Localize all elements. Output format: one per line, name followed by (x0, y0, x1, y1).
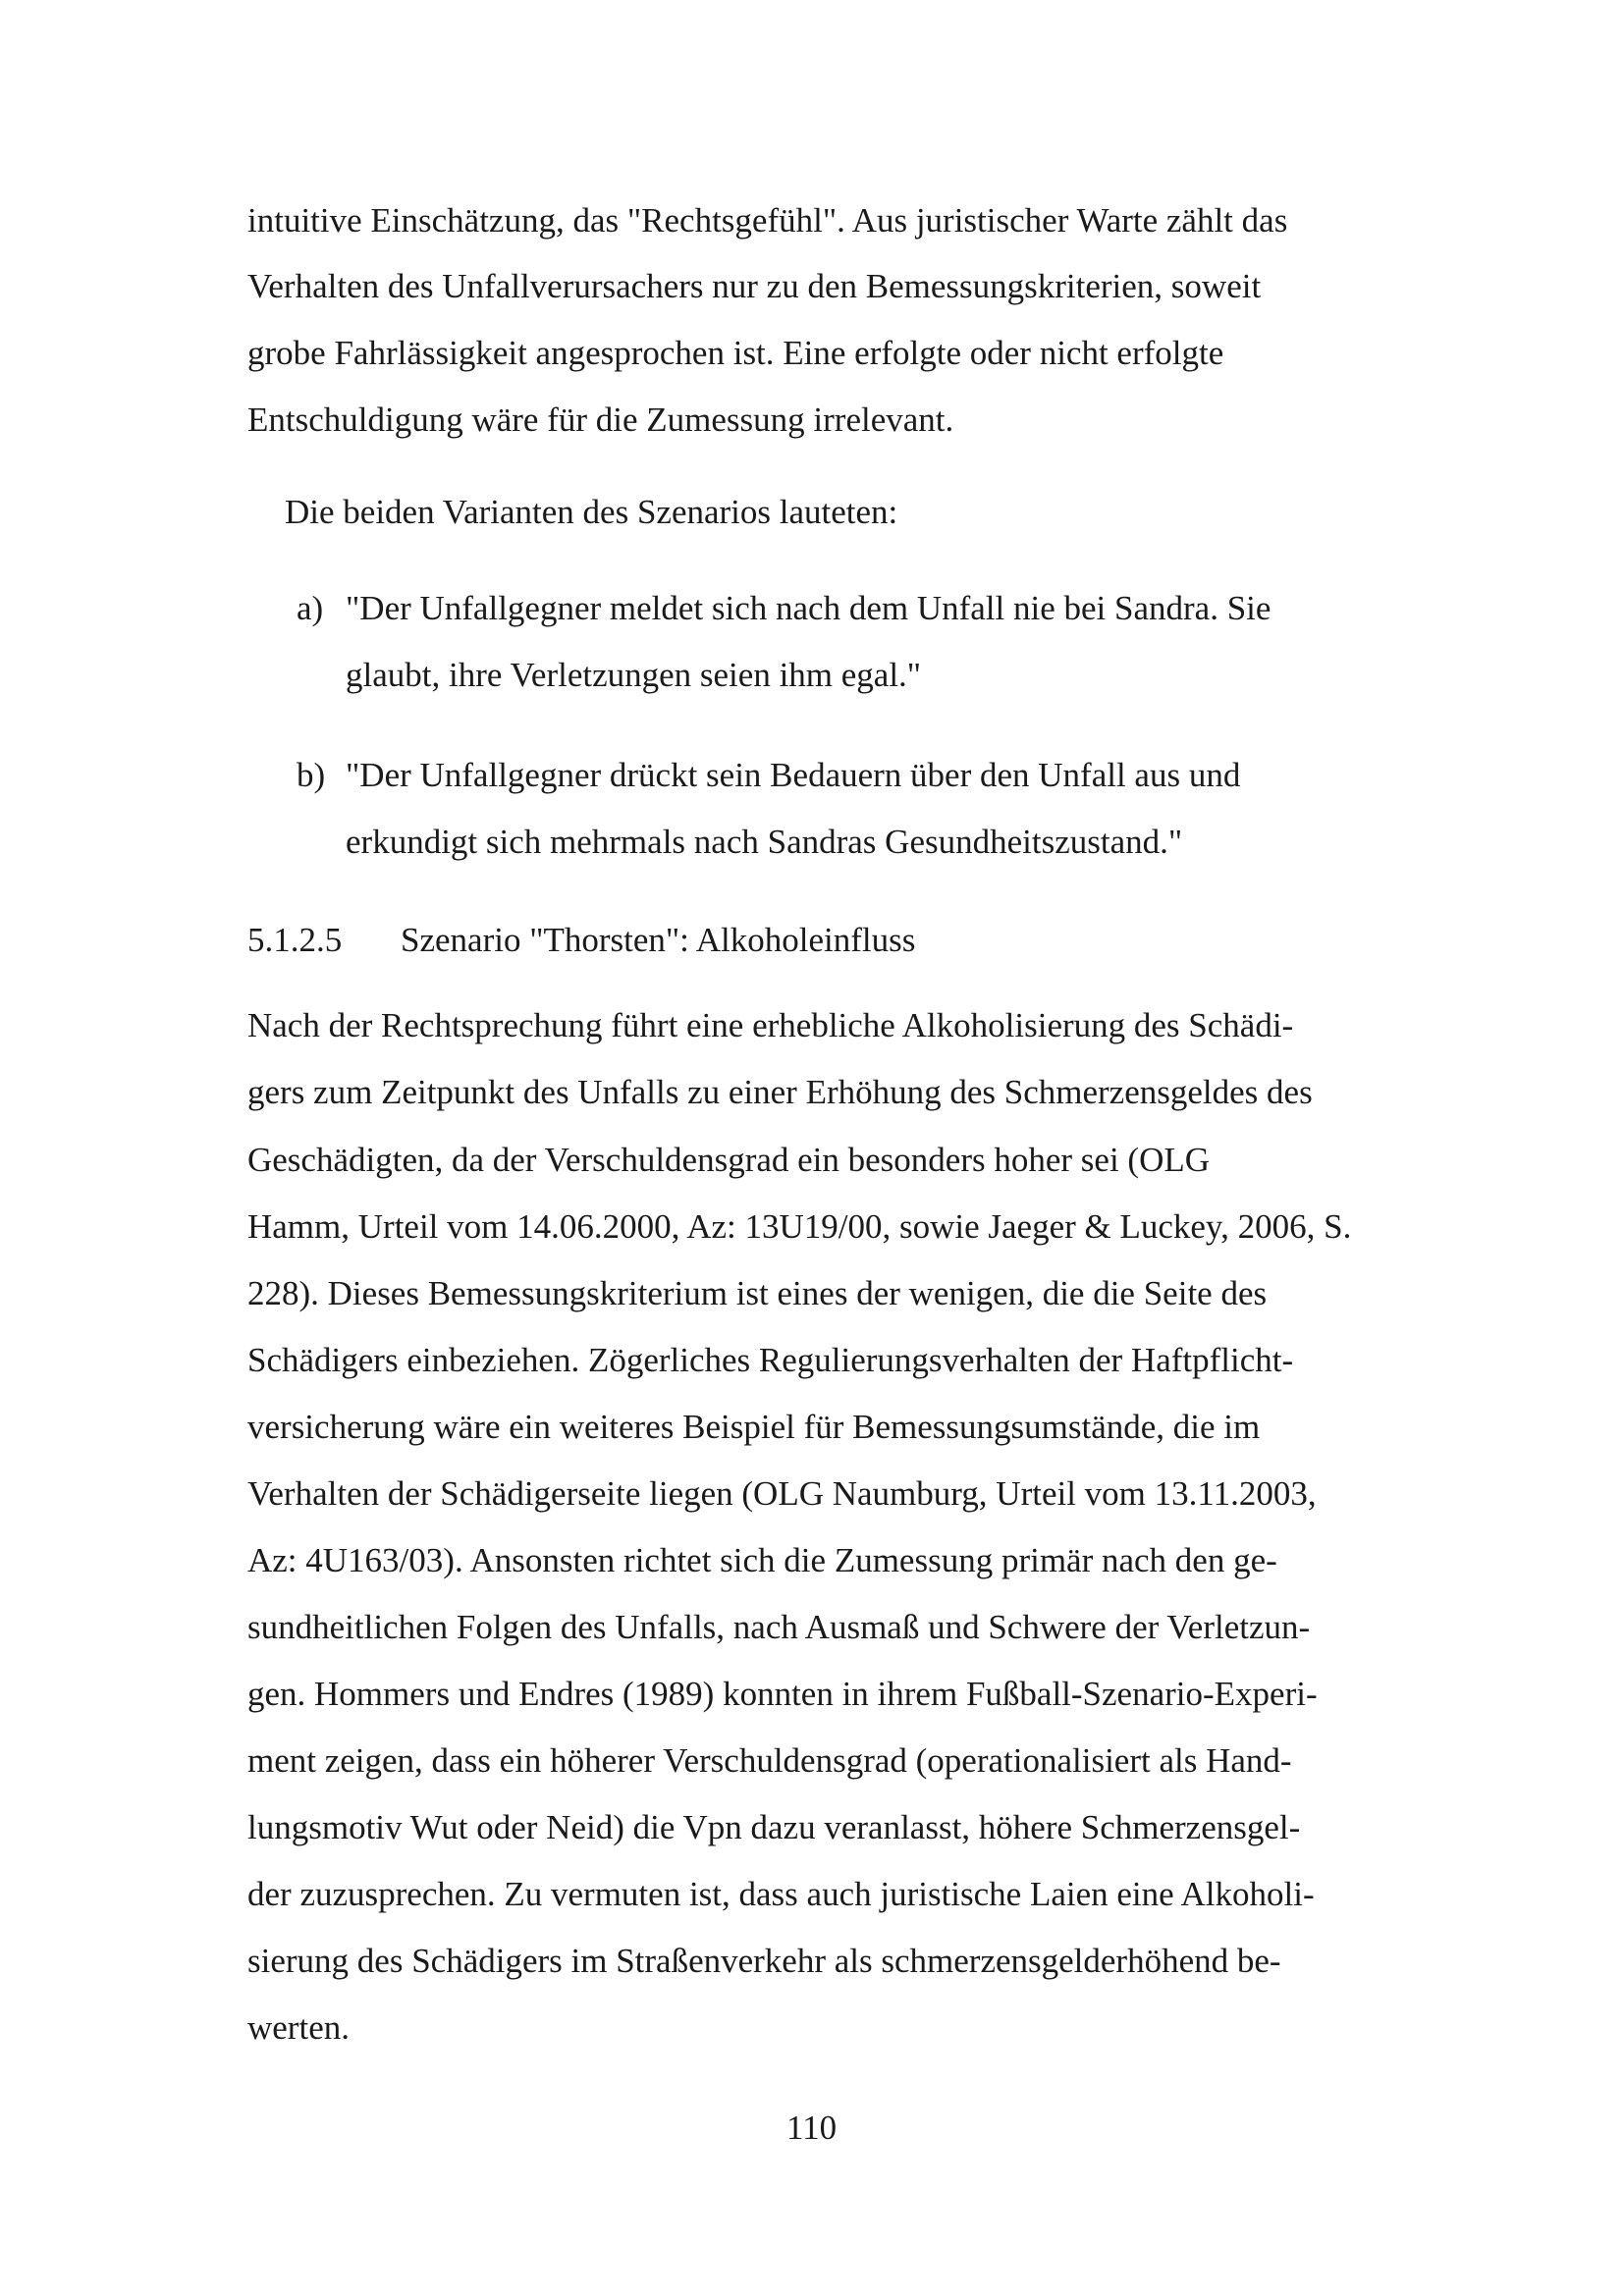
paragraph-line: Hamm, Urteil vom 14.06.2000, Az: 13U19/00, sowie Jaeger & Luckey, 2006, S. (247, 1207, 1352, 1246)
paragraph-line: intuitive Einschätzung, das "Rechtsgefühl". Aus juristischer Warte zählt das (247, 201, 1288, 240)
variants-intro: Die beiden Varianten des Szenarios lauteten: (285, 493, 898, 531)
paragraph-line: lungsmotiv Wut oder Neid) die Vpn dazu veranlasst, höhere Schmerzensgel- (247, 1808, 1301, 1846)
paragraph-line: werten. (247, 2008, 350, 2047)
list-item-line: "Der Unfallgegner drückt sein Bedauern über den Unfall aus und (346, 756, 1241, 794)
paragraph-line: Az: 4U163/03). Ansonsten richtet sich die Zumessung primär nach den ge- (247, 1541, 1277, 1579)
list-marker: b) (297, 756, 326, 794)
list-marker: a) (297, 589, 324, 627)
paragraph-line: Nach der Rechtsprechung führt eine erhebliche Alkoholisierung des Schädi- (247, 1006, 1294, 1044)
section-title: Szenario "Thorsten": Alkoholeinfluss (401, 921, 916, 959)
paragraph-line: ment zeigen, dass ein höherer Verschuldensgrad (operationalisiert als Hand- (247, 1741, 1292, 1780)
list-item-line: erkundigt sich mehrmals nach Sandras Gesundheitszustand." (346, 823, 1183, 861)
paragraph-line: Verhalten der Schädigerseite liegen (OLG Naumburg, Urteil vom 13.11.2003, (247, 1474, 1317, 1513)
paragraph-line: versicherung wäre ein weiteres Beispiel für Bemessungsumstände, die im (247, 1408, 1261, 1446)
paragraph-line: gen. Hommers und Endres (1989) konnten in ihrem Fußball-Szenario-Experi- (247, 1675, 1318, 1713)
paragraph-line: der zuzusprechen. Zu vermuten ist, dass auch juristische Laien eine Alkoholi- (247, 1875, 1315, 1913)
page-number: 110 (785, 2109, 838, 2147)
paragraph-line: gers zum Zeitpunkt des Unfalls zu einer Erhöhung des Schmerzensgeldes des (247, 1073, 1313, 1111)
list-item-line: glaubt, ihre Verletzungen seien ihm egal." (346, 656, 922, 694)
paragraph-line: Schädigers einbeziehen. Zögerliches Regulierungsverhalten der Haftpflicht- (247, 1341, 1294, 1379)
paragraph-line: Entschuldigung wäre für die Zumessung irrelevant. (247, 400, 954, 439)
paragraph-line: Geschädigten, da der Verschuldensgrad ein besonders hoher sei (OLG (247, 1141, 1211, 1179)
paragraph-line: Verhalten des Unfallverursachers nur zu den Bemessungskriterien, soweit (247, 267, 1262, 305)
paragraph-line: 228). Dieses Bemessungskriterium ist eines der wenigen, die die Seite des (247, 1274, 1268, 1312)
section-number: 5.1.2.5 (247, 921, 343, 959)
paragraph-line: sierung des Schädigers im Straßenverkehr als schmerzensgelderhöhend be- (247, 1942, 1281, 1980)
list-item-line: "Der Unfallgegner meldet sich nach dem Unfall nie bei Sandra. Sie (346, 589, 1271, 627)
paragraph-line: sundheitlichen Folgen des Unfalls, nach Ausmaß und Schwere der Verletzun- (247, 1608, 1311, 1646)
paragraph-line: grobe Fahrlässigkeit angesprochen ist. Eine erfolgte oder nicht erfolgte (247, 334, 1224, 372)
